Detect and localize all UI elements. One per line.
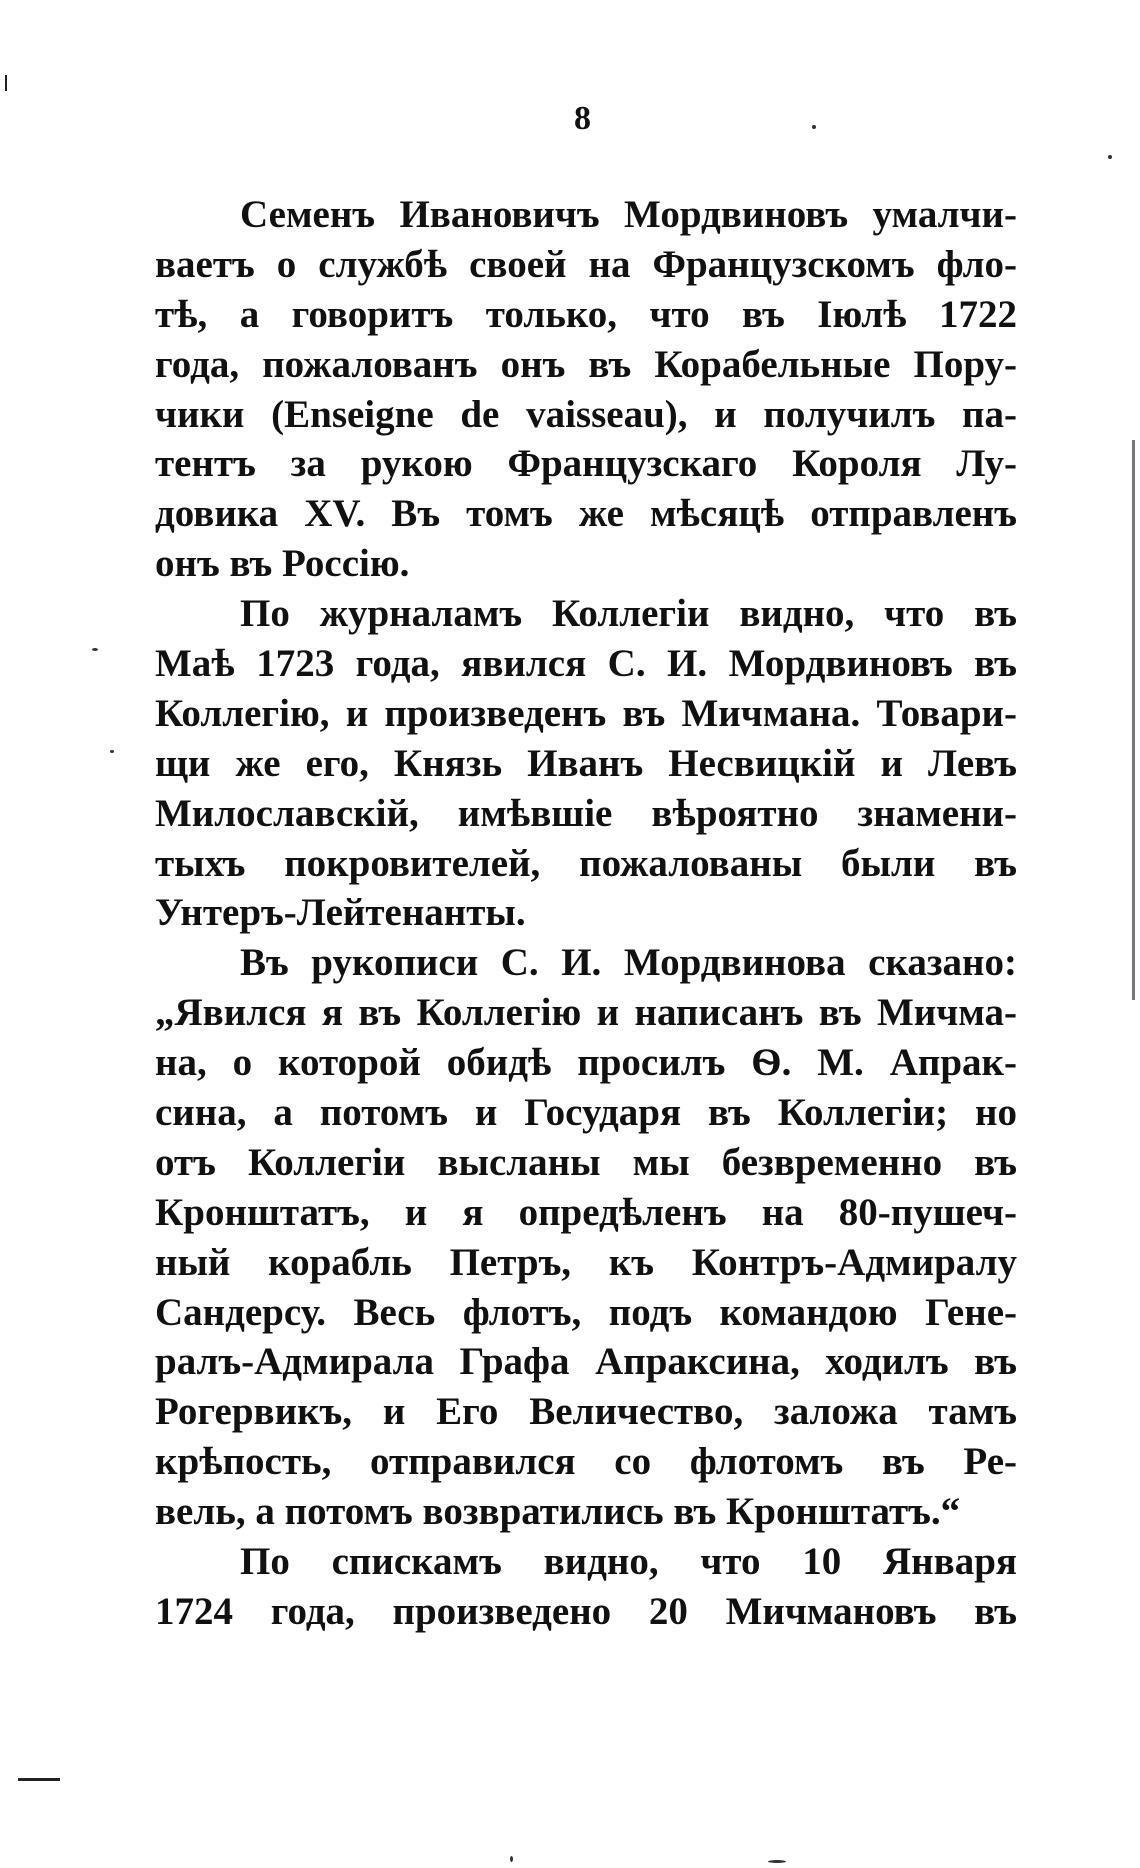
text-line: ваетъ о службѣ своей на Французскомъ фло- bbox=[155, 242, 1017, 286]
scan-speck bbox=[768, 1860, 786, 1863]
scan-speck bbox=[812, 125, 816, 129]
scan-edge-mark bbox=[1132, 440, 1135, 1000]
text-line: щи же его, Князь Иванъ Несвицкій и Левъ bbox=[155, 741, 1017, 785]
text-line: 1724 года, произведено 20 Мичмановъ въ bbox=[155, 1589, 1017, 1633]
body-text bbox=[155, 190, 1017, 1637]
text-line: Рогервикъ, и Его Величество, заложа тамъ bbox=[155, 1390, 1017, 1434]
text-line: отъ Коллегіи высланы мы безвременно въ bbox=[155, 1140, 1017, 1184]
text-line: По журналамъ Коллегіи видно, что въ bbox=[240, 592, 1017, 636]
text-line: ный корабль Петръ, къ Контръ-Адмиралу bbox=[155, 1240, 1017, 1284]
scan-edge-mark bbox=[5, 75, 7, 91]
paragraph-4 bbox=[155, 1537, 1017, 1637]
text-line: Милославскій, имѣвшіе вѣроятно знамени- bbox=[155, 791, 1017, 835]
scan-speck bbox=[92, 648, 98, 651]
text-line: Унтеръ-Лейтенанты. bbox=[155, 891, 526, 935]
scan-edge-mark bbox=[18, 1778, 60, 1781]
text-line: Кронштатъ, и я опредѣленъ на 80-пушеч- bbox=[155, 1190, 1017, 1234]
text-line: на, о которой обидѣ просилъ Ѳ. М. Апрак- bbox=[155, 1041, 1017, 1085]
text-line: вель, а потомъ возвратились въ Кронштатъ.“ bbox=[155, 1490, 961, 1534]
text-line: довика XV. Въ томъ же мѣсяцѣ отправленъ bbox=[155, 492, 1017, 536]
text-line: тентъ за рукою Французскаго Короля Лу- bbox=[155, 442, 1017, 486]
text-line: Коллегію, и произведенъ въ Мичмана. Товари- bbox=[155, 691, 1017, 735]
text-line: сина, а потомъ и Государя въ Коллегіи; но bbox=[155, 1091, 1017, 1135]
scan-speck bbox=[1108, 155, 1112, 159]
page-number: 8 bbox=[574, 100, 591, 137]
text-line: тѣ, а говоритъ только, что въ Іюлѣ 1722 bbox=[155, 292, 1017, 336]
scan-speck bbox=[510, 1856, 513, 1862]
paragraph-2 bbox=[155, 589, 1017, 938]
text-line: По спискамъ видно, что 10 Января bbox=[240, 1540, 1017, 1584]
text-line: чики (Enseigne de vaisseau), и получилъ па- bbox=[155, 392, 1017, 436]
paragraph-3 bbox=[155, 938, 1017, 1537]
text-line: онъ въ Россію. bbox=[155, 542, 410, 586]
text-line: Сандерсу. Весь флотъ, подъ командою Гене- bbox=[155, 1290, 1017, 1334]
scan-speck bbox=[110, 750, 114, 753]
text-line: Семенъ Ивановичъ Мордвиновъ умалчи- bbox=[240, 193, 1017, 236]
text-line: ралъ-Адмирала Графа Апраксина, ходилъ въ bbox=[155, 1340, 1017, 1384]
paragraph-1 bbox=[155, 190, 1017, 589]
text-line: Маѣ 1723 года, явился С. И. Мордвиновъ въ bbox=[155, 642, 1017, 686]
text-line: Въ рукописи С. И. Мордвинова сказано: bbox=[240, 941, 1017, 985]
text-line: „Явился я въ Коллегію и написанъ въ Мичма- bbox=[155, 991, 1017, 1035]
text-line: крѣпость, отправился со флотомъ въ Ре- bbox=[155, 1440, 1017, 1484]
text-line: года, пожалованъ онъ въ Корабельные Пору- bbox=[155, 342, 1017, 386]
text-line: тыхъ покровителей, пожалованы были въ bbox=[155, 841, 1017, 885]
